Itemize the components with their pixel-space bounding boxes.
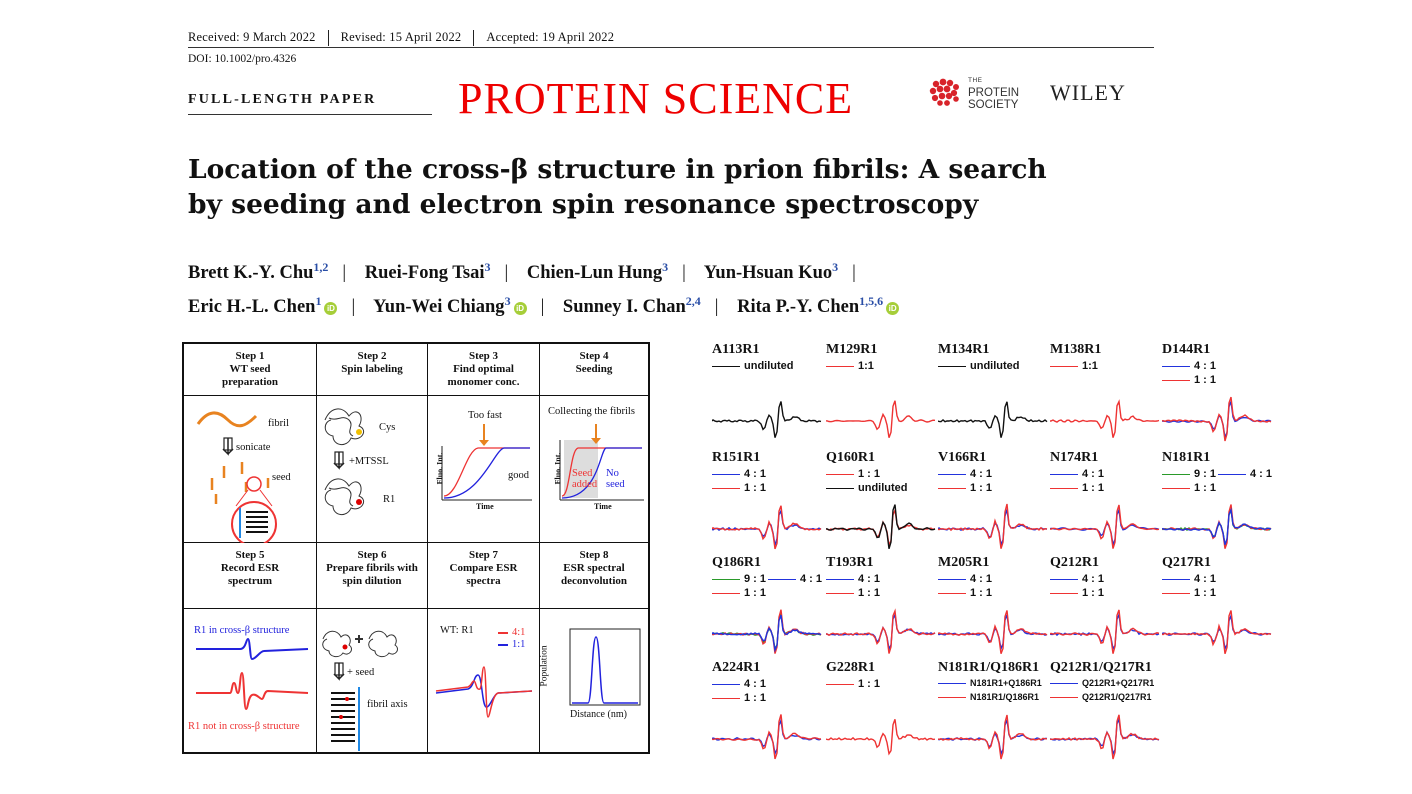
esr-trace: [712, 511, 821, 546]
orcid-icon[interactable]: iD: [514, 302, 527, 315]
legend-swatch: [938, 579, 966, 580]
esr-panel-title: M134R1: [938, 342, 990, 357]
esr-panel-title: D144R1: [1162, 342, 1211, 357]
esr-trace: [1050, 719, 1159, 754]
fluo-axis-label: Fluo. Int.: [553, 452, 563, 485]
legend-swatch: [826, 366, 854, 367]
esr-trace: [712, 610, 821, 654]
esr-trace: [938, 510, 1047, 545]
esr-panel-title: A224R1: [712, 660, 761, 675]
fluo-axis-label: Fluo. Int.: [435, 452, 445, 485]
esr-trace: [938, 611, 1047, 654]
author[interactable]: Ruei-Fong Tsai$^3$: [364, 260, 491, 284]
legend-swatch: [1162, 593, 1190, 594]
step-4-panel: [540, 396, 648, 543]
esr-legend-entry: 9 : 1: [712, 573, 766, 585]
title-line-1: Location of the cross-β structure in prion fibrils: A search: [188, 154, 1047, 185]
cys-label: Cys: [379, 422, 396, 433]
esr-spectrum-plot: [1050, 601, 1160, 661]
esr-trace: [712, 615, 821, 650]
legend-swatch: [712, 366, 740, 367]
esr-legend-entry: 1 : 1: [712, 482, 766, 494]
legend-swatch: [1050, 488, 1078, 489]
esr-trace: [712, 614, 821, 650]
esr-trace: [826, 505, 935, 549]
plus-seed-label: + seed: [347, 667, 375, 678]
legend-swatch: [1050, 697, 1078, 698]
workflow-figure: [182, 342, 650, 754]
esr-spectrum-plot: [1050, 706, 1160, 766]
legend-swatch: [938, 488, 966, 489]
esr-spectrum-plot: [938, 706, 1048, 766]
article-type: FULL-LENGTH PAPER: [188, 92, 377, 107]
esr-spectrum-plot: [1162, 388, 1272, 448]
legend-swatch: [1162, 488, 1190, 489]
compare-esr-spectra-icon: [428, 609, 540, 752]
esr-spectrum-plot: [826, 601, 936, 661]
esr-legend-entry: 4 : 1: [768, 573, 822, 585]
esr-trace: [1162, 397, 1271, 441]
header-rule: [188, 47, 1154, 48]
author[interactable]: Rita P.-Y. Chen$^{1,5,6}$: [737, 294, 884, 318]
author[interactable]: Brett K.-Y. Chu$^{1,2}$: [188, 260, 329, 284]
esr-legend-entry: 4 : 1: [712, 678, 766, 690]
wt-r1-label: WT: R1: [440, 625, 474, 636]
legend-swatch: [1050, 593, 1078, 594]
fibril-label: fibril: [268, 418, 289, 429]
esr-panel-title: R151R1: [712, 450, 761, 465]
esr-spectrum-plot: [1162, 496, 1272, 556]
esr-trace: [1050, 715, 1159, 759]
step-5-header: Step 5 Record ESR spectrum: [184, 543, 317, 609]
esr-legend-entry: 1 : 1: [938, 587, 992, 599]
spin-dilution-diagram-icon: [317, 609, 428, 752]
distance-distribution-plot-icon: [540, 609, 648, 752]
legend-swatch: [712, 579, 740, 580]
esr-trace: [1050, 402, 1159, 438]
legend-swatch: [938, 683, 966, 684]
esr-legend-entry: 1 : 1: [1050, 482, 1104, 494]
esr-legend-entry: 1 : 1: [712, 587, 766, 599]
esr-legend-entry: 1 : 1: [712, 692, 766, 704]
legend-swatch: [1162, 380, 1190, 381]
legend-swatch: [1218, 474, 1246, 475]
divider: [328, 30, 329, 46]
esr-trace: [712, 402, 821, 438]
esr-trace: [826, 611, 935, 654]
distance-axis-label: Distance (nm): [570, 709, 627, 720]
legend-swatch: [712, 698, 740, 699]
paper-title: [188, 152, 1188, 222]
step-2-panel: [317, 396, 428, 543]
esr-spectrum-plot: [712, 388, 822, 448]
esr-spectrum-plot: [826, 706, 936, 766]
step-4-header: Step 4 Seeding: [540, 344, 648, 396]
esr-trace: [712, 720, 821, 753]
title-line-2: by seeding and electron spin resonance spectroscopy: [188, 189, 979, 220]
esr-legend-entry: 1 : 1: [826, 678, 880, 690]
legend-swatch: [768, 579, 796, 580]
esr-legend-entry: 4 : 1: [1050, 468, 1104, 480]
esr-legend-entry: undiluted: [938, 360, 1020, 372]
step-1-panel: [184, 396, 317, 543]
legend-swatch: [1050, 366, 1078, 367]
esr-legend-entry: 4 : 1: [1218, 468, 1272, 480]
esr-panel-title: Q212R1: [1050, 555, 1099, 570]
esr-legend-entry: 1:1: [826, 360, 874, 372]
esr-panel-title: G228R1: [826, 660, 875, 675]
esr-legend-entry: 4 : 1: [1162, 573, 1216, 585]
r1-in-cross-beta-label: R1 in cross-β structure: [194, 625, 290, 636]
esr-legend-entry: 1 : 1: [1162, 587, 1216, 599]
esr-trace: [938, 504, 1047, 549]
legend-swatch: [712, 488, 740, 489]
esr-spectrum-plot: [938, 496, 1048, 556]
esr-trace: [938, 720, 1047, 754]
esr-panel-title: N181R1/Q186R1: [938, 660, 1040, 675]
legend-swatch: [826, 488, 854, 489]
author[interactable]: Chien-Lun Hung$^3$: [526, 260, 669, 284]
esr-trace: [938, 615, 1047, 649]
legend-swatch: [826, 593, 854, 594]
esr-legend-entry: 4 : 1: [826, 573, 880, 585]
esr-spectrum-plot: [1050, 496, 1160, 556]
doi[interactable]: DOI: 10.1002/pro.4326: [188, 53, 297, 65]
esr-legend-entry: 4 : 1: [938, 468, 992, 480]
esr-spectrum-plot: [826, 388, 936, 448]
author-line-2: Eric H.-L. Chen$^1$ iD | Yun-Wei Chiang$^3$ iD | Sunney I. Chan$^{2,4}$ | Rita P.-Y. Chen$^{1,5,6}$ iD: [188, 287, 1188, 321]
spin-labeling-diagram-icon: [317, 396, 428, 543]
time-axis-label: Time: [594, 502, 612, 511]
esr-trace: [1162, 505, 1271, 549]
esr-legend-entry: 1 : 1: [1050, 587, 1104, 599]
esr-legend-entry: 4 : 1: [1162, 360, 1216, 372]
publisher-logo: WILEY: [1050, 80, 1126, 105]
esr-legend-entry: 4 : 1: [1050, 573, 1104, 585]
time-axis-label: Time: [476, 502, 494, 511]
author-list: [188, 253, 1188, 321]
esr-trace: [1050, 505, 1159, 549]
esr-spectrum-plot: [938, 601, 1048, 661]
orcid-icon[interactable]: iD: [886, 302, 899, 315]
step-3-header: Step 3 Find optimal monomer conc.: [428, 344, 540, 396]
seed-preparation-diagram-icon: [184, 396, 317, 543]
sonicate-label: sonicate: [236, 442, 271, 453]
journal-name: PROTEIN SCIENCE: [458, 74, 854, 123]
legend-swatch: [1050, 683, 1078, 684]
protein-society-name: THE PROTEIN SOCIETY: [968, 77, 1020, 111]
legend-swatch: [826, 474, 854, 475]
step-3-panel: [428, 396, 540, 543]
esr-legend-entry: 4 : 1: [938, 573, 992, 585]
legend-swatch: [938, 366, 966, 367]
esr-trace: [1162, 402, 1271, 438]
esr-trace: [712, 715, 821, 759]
legend-swatch: [712, 684, 740, 685]
population-axis-label: Population: [539, 645, 550, 687]
received-date: Received: 9 March 2022: [188, 30, 316, 44]
orcid-icon[interactable]: iD: [324, 302, 337, 315]
author[interactable]: Yun-Wei Chiang$^3$: [373, 294, 511, 318]
esr-legend-entry: undiluted: [826, 482, 908, 494]
step-8-panel: [540, 609, 648, 752]
esr-spectrum-plot: [826, 496, 936, 556]
author-line-1: Brett K.-Y. Chu$^{1,2}$ | Ruei-Fong Tsai$^3$ | Chien-Lun Hung$^3$ | Yun-Hsuan Kuo$^3$ |: [188, 260, 856, 284]
esr-panel-title: M205R1: [938, 555, 990, 570]
esr-trace: [938, 402, 1047, 438]
esr-panel-title: A113R1: [712, 342, 760, 357]
legend-swatch: [1050, 579, 1078, 580]
step-8-header: Step 8 ESR spectral deconvolution: [540, 543, 648, 609]
esr-trace: [1162, 509, 1271, 544]
esr-legend-entry: N181R1+Q186R1: [938, 678, 1042, 688]
esr-legend-entry: 9 : 1: [1162, 468, 1216, 480]
esr-trace: [1050, 610, 1159, 654]
r1-label: R1: [383, 494, 396, 505]
divider: [473, 30, 474, 46]
esr-panel-title: Q212R1/Q217R1: [1050, 660, 1152, 675]
too-fast-label: Too fast: [468, 410, 502, 421]
step-2-header: Step 2 Spin labeling: [317, 344, 428, 396]
ratio-1-1-label: 1:1: [512, 639, 526, 650]
esr-spectrum-plot: [1050, 388, 1160, 448]
author[interactable]: Yun-Hsuan Kuo$^3$: [703, 260, 839, 284]
esr-legend-entry: Q212R1/Q217R1: [1050, 692, 1152, 702]
esr-spectrum-plot: [712, 601, 822, 661]
protein-society-logo-icon: [928, 76, 964, 108]
esr-legend-entry: 1 : 1: [826, 587, 880, 599]
esr-panel-title: Q217R1: [1162, 555, 1211, 570]
esr-legend-entry: Q212R1+Q217R1: [1050, 678, 1154, 688]
esr-legend-entry: 1 : 1: [826, 468, 880, 480]
legend-swatch: [1162, 474, 1190, 475]
legend-swatch: [712, 474, 740, 475]
publication-dates: [188, 30, 626, 46]
esr-legend-entry: 1 : 1: [938, 482, 992, 494]
legend-swatch: [938, 474, 966, 475]
legend-swatch: [712, 593, 740, 594]
legend-swatch: [826, 579, 854, 580]
step-5-panel: [184, 609, 317, 752]
esr-trace: [1050, 615, 1159, 649]
esr-legend-entry: 1 : 1: [1162, 374, 1216, 386]
esr-trace: [1050, 510, 1159, 544]
legend-swatch: [938, 697, 966, 698]
legend-swatch: [1050, 474, 1078, 475]
esr-legend-entry: 1:1: [1050, 360, 1098, 372]
step-7-header: Step 7 Compare ESR spectra: [428, 543, 540, 609]
ratio-4-1-label: 4:1: [512, 627, 526, 638]
esr-trace: [938, 715, 1047, 759]
legend-swatch: [826, 684, 854, 685]
author[interactable]: Sunney I. Chan$^{2,4}$: [562, 294, 701, 318]
esr-legend-entry: 1 : 1: [1162, 482, 1216, 494]
legend-swatch: [938, 593, 966, 594]
accepted-date: Accepted: 19 April 2022: [486, 30, 615, 44]
esr-spectrum-plot: [712, 706, 822, 766]
esr-spectrum-plot: [938, 388, 1048, 448]
step-6-panel: [317, 609, 428, 752]
esr-legend-entry: 4 : 1: [712, 468, 766, 480]
esr-panel-title: N181R1: [1162, 450, 1211, 465]
legend-swatch: [1162, 366, 1190, 367]
esr-trace: [826, 615, 935, 649]
collecting-fibrils-label: Collecting the fibrils: [548, 406, 635, 417]
esr-panel-title: V166R1: [938, 450, 987, 465]
seed-added-label: Seed added: [572, 468, 598, 490]
step-1-header: Step 1 WT seed preparation: [184, 344, 317, 396]
esr-panel-title: M129R1: [826, 342, 878, 357]
no-seed-label: No seed: [606, 468, 625, 490]
legend-swatch: [1162, 579, 1190, 580]
step-6-header: Step 6 Prepare fibrils with spin dilution: [317, 543, 428, 609]
esr-trace: [712, 506, 821, 549]
seed-label: seed: [272, 472, 291, 483]
esr-panel-title: T193R1: [826, 555, 874, 570]
esr-trace: [826, 401, 935, 438]
author[interactable]: Eric H.-L. Chen$^1$: [188, 294, 322, 318]
revised-date: Revised: 15 April 2022: [340, 30, 462, 44]
fibril-axis-label: fibril axis: [367, 699, 408, 710]
esr-trace: [1162, 616, 1271, 649]
esr-panel-title: M138R1: [1050, 342, 1102, 357]
esr-trace: [826, 719, 935, 753]
esr-spectrum-plot: [712, 496, 822, 556]
esr-spectrum-plot: [1162, 601, 1272, 661]
step-7-panel: [428, 609, 540, 752]
esr-panel-title: N174R1: [1050, 450, 1099, 465]
esr-legend-entry: undiluted: [712, 360, 794, 372]
mtssl-label: +MTSSL: [349, 456, 389, 467]
article-type-rule: [188, 114, 432, 115]
esr-panel-title: Q186R1: [712, 555, 761, 570]
esr-legend-entry: N181R1/Q186R1: [938, 692, 1039, 702]
esr-panel-title: Q160R1: [826, 450, 875, 465]
good-label: good: [508, 470, 529, 481]
r1-not-in-cross-beta-label: R1 not in cross-β structure: [188, 721, 300, 732]
